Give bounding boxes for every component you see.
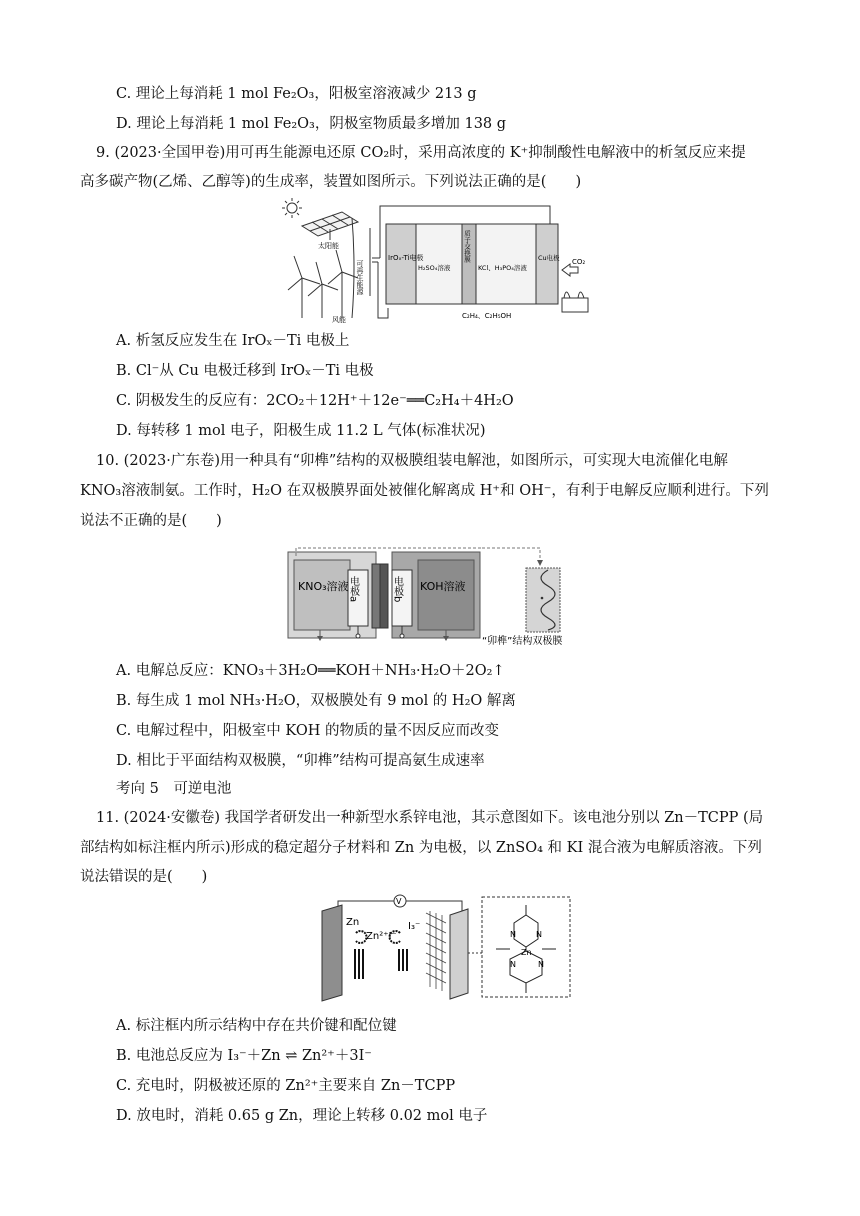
q11-option-c: C. 充电时，阴极被还原的 Zn²⁺主要来自 Zn－TCPP xyxy=(116,1078,456,1094)
q10-option-d: D. 相比于平面结构双极膜，“卯榫”结构可提高氨生成速率 xyxy=(116,753,485,769)
svg-text:可再生能源: 可再生能源 xyxy=(356,260,364,295)
n-label-1: N xyxy=(510,930,516,939)
q10-stem-3: 说法不正确的是( ) xyxy=(80,513,222,529)
q9-figure xyxy=(280,198,590,326)
kcl-label: KCl、H₃PO₄溶液 xyxy=(478,264,527,272)
voltmeter-label: V xyxy=(396,897,402,906)
wind-turbine-icon xyxy=(288,250,358,318)
i3-label: I₃⁻ xyxy=(408,921,421,932)
q10-option-c: C. 电解过程中，阳极室中 KOH 的物质的量不因反应而改变 xyxy=(116,723,499,739)
membrane-caption: “卯榫”结构双极膜 xyxy=(482,636,563,647)
cathode-label: Cu电极 xyxy=(538,254,560,262)
q10-option-b: B. 每生成 1 mol NH₃·H₂O，双极膜处有 9 mol 的 H₂O 解离 xyxy=(116,693,516,709)
wind-label: 风能 xyxy=(332,316,346,324)
solar-label: 太阳能 xyxy=(318,242,339,250)
h2so4-label: H₂SO₄溶液 xyxy=(418,264,451,272)
bipolar-membrane-inset xyxy=(526,568,560,632)
q11-option-a: A. 标注框内所示结构中存在共价键和配位键 xyxy=(116,1018,397,1034)
solar-panel-icon xyxy=(302,212,358,240)
electrode-b-label: 电极b xyxy=(391,576,403,603)
factory-icon xyxy=(562,292,588,312)
source-label xyxy=(356,260,365,296)
electrode-a-label: 电极a xyxy=(347,576,359,603)
anode-label: IrOₓ-Ti电极 xyxy=(388,254,424,262)
q9-stem-1: 9. (2023·全国甲卷)用可再生能源电还原 CO₂时，采用高浓度的 K⁺抑制酸性电解液中的析氢反应来提 xyxy=(96,145,746,161)
q8-option-d: D. 理论上每消耗 1 mol Fe₂O₃，阴极室物质最多增加 138 g xyxy=(116,116,507,132)
q10-stem-1: 10. (2023·广东卷)用一种具有“卯榫”结构的双极膜组装电解池，如图所示，可实现大电流催化电解 xyxy=(96,453,728,469)
co2-label: CO₂ xyxy=(572,258,586,266)
koh-label: KOH溶液 xyxy=(420,580,466,593)
n-label-3: N xyxy=(510,960,516,969)
sun-icon xyxy=(282,198,302,218)
zn-label: Zn xyxy=(346,917,360,928)
q10-stem-2: KNO₃溶液制氨。工作时，H₂O 在双极膜界面处被催化解离成 H⁺和 OH⁻，有利于电解反应顺利进行。下列 xyxy=(80,483,769,499)
q9-stem-2: 高多碳产物(乙烯、乙醇等)的生成率，装置如图所示。下列说法正确的是( ) xyxy=(80,174,582,190)
ion-dots xyxy=(354,949,408,979)
q11-stem-1: 11. (2024·安徽卷) 我国学者研发出一种新型水系锌电池，其示意图如下。该电池分别以 Zn－TCPP (局 xyxy=(96,810,764,826)
electrolysis-cell xyxy=(386,224,558,304)
q9-option-b: B. Cl⁻从 Cu 电极迁移到 IrOₓ－Ti 电极 xyxy=(116,363,374,379)
ions-label: Zn²⁺I⁻ xyxy=(366,931,397,942)
kno3-label: KNO₃溶液 xyxy=(298,580,349,593)
section-heading: 考向 5 可逆电池 xyxy=(116,781,232,797)
q11-option-b: B. 电池总反应为 I₃⁻＋Zn ⇌ Zn²⁺＋3I⁻ xyxy=(116,1048,372,1064)
membrane-label: 质子交换膜 xyxy=(463,230,471,263)
q11-option-d: D. 放电时，消耗 0.65 g Zn，理论上转移 0.02 mol 电子 xyxy=(116,1108,488,1124)
q9-option-a: A. 析氢反应发生在 IrOₓ－Ti 电极上 xyxy=(116,333,350,349)
q8-option-c: C. 理论上每消耗 1 mol Fe₂O₃，阳极室溶液减少 213 g xyxy=(116,86,477,102)
q11-stem-2: 部结构如标注框内所示)形成的稳定超分子材料和 Zn 为电极，以 ZnSO₄ 和 KI 混合液为电解质溶液。下列 xyxy=(80,840,762,856)
n-label-4: N xyxy=(538,960,544,969)
supramolecular-electrode xyxy=(426,911,446,991)
q9-option-d: D. 每转移 1 mol 电子，阳极生成 11.2 L 气体(标准状况) xyxy=(116,423,486,439)
q10-figure xyxy=(286,540,616,650)
zn-electrode xyxy=(322,905,342,1001)
q9-option-c: C. 阴极发生的反应有：2CO₂＋12H⁺＋12e⁻══C₂H₄＋4H₂O xyxy=(116,393,514,409)
products-label: C₂H₄、C₂H₅OH xyxy=(462,312,512,320)
q10-option-a: A. 电解总反应：KNO₃＋3H₂O══KOH＋NH₃·H₂O＋2O₂↑ xyxy=(116,663,505,679)
q11-stem-3: 说法错误的是( ) xyxy=(80,869,208,885)
n-label-2: N xyxy=(536,930,542,939)
zn-center-label: Zn xyxy=(521,948,532,957)
q11-figure xyxy=(316,893,576,1007)
